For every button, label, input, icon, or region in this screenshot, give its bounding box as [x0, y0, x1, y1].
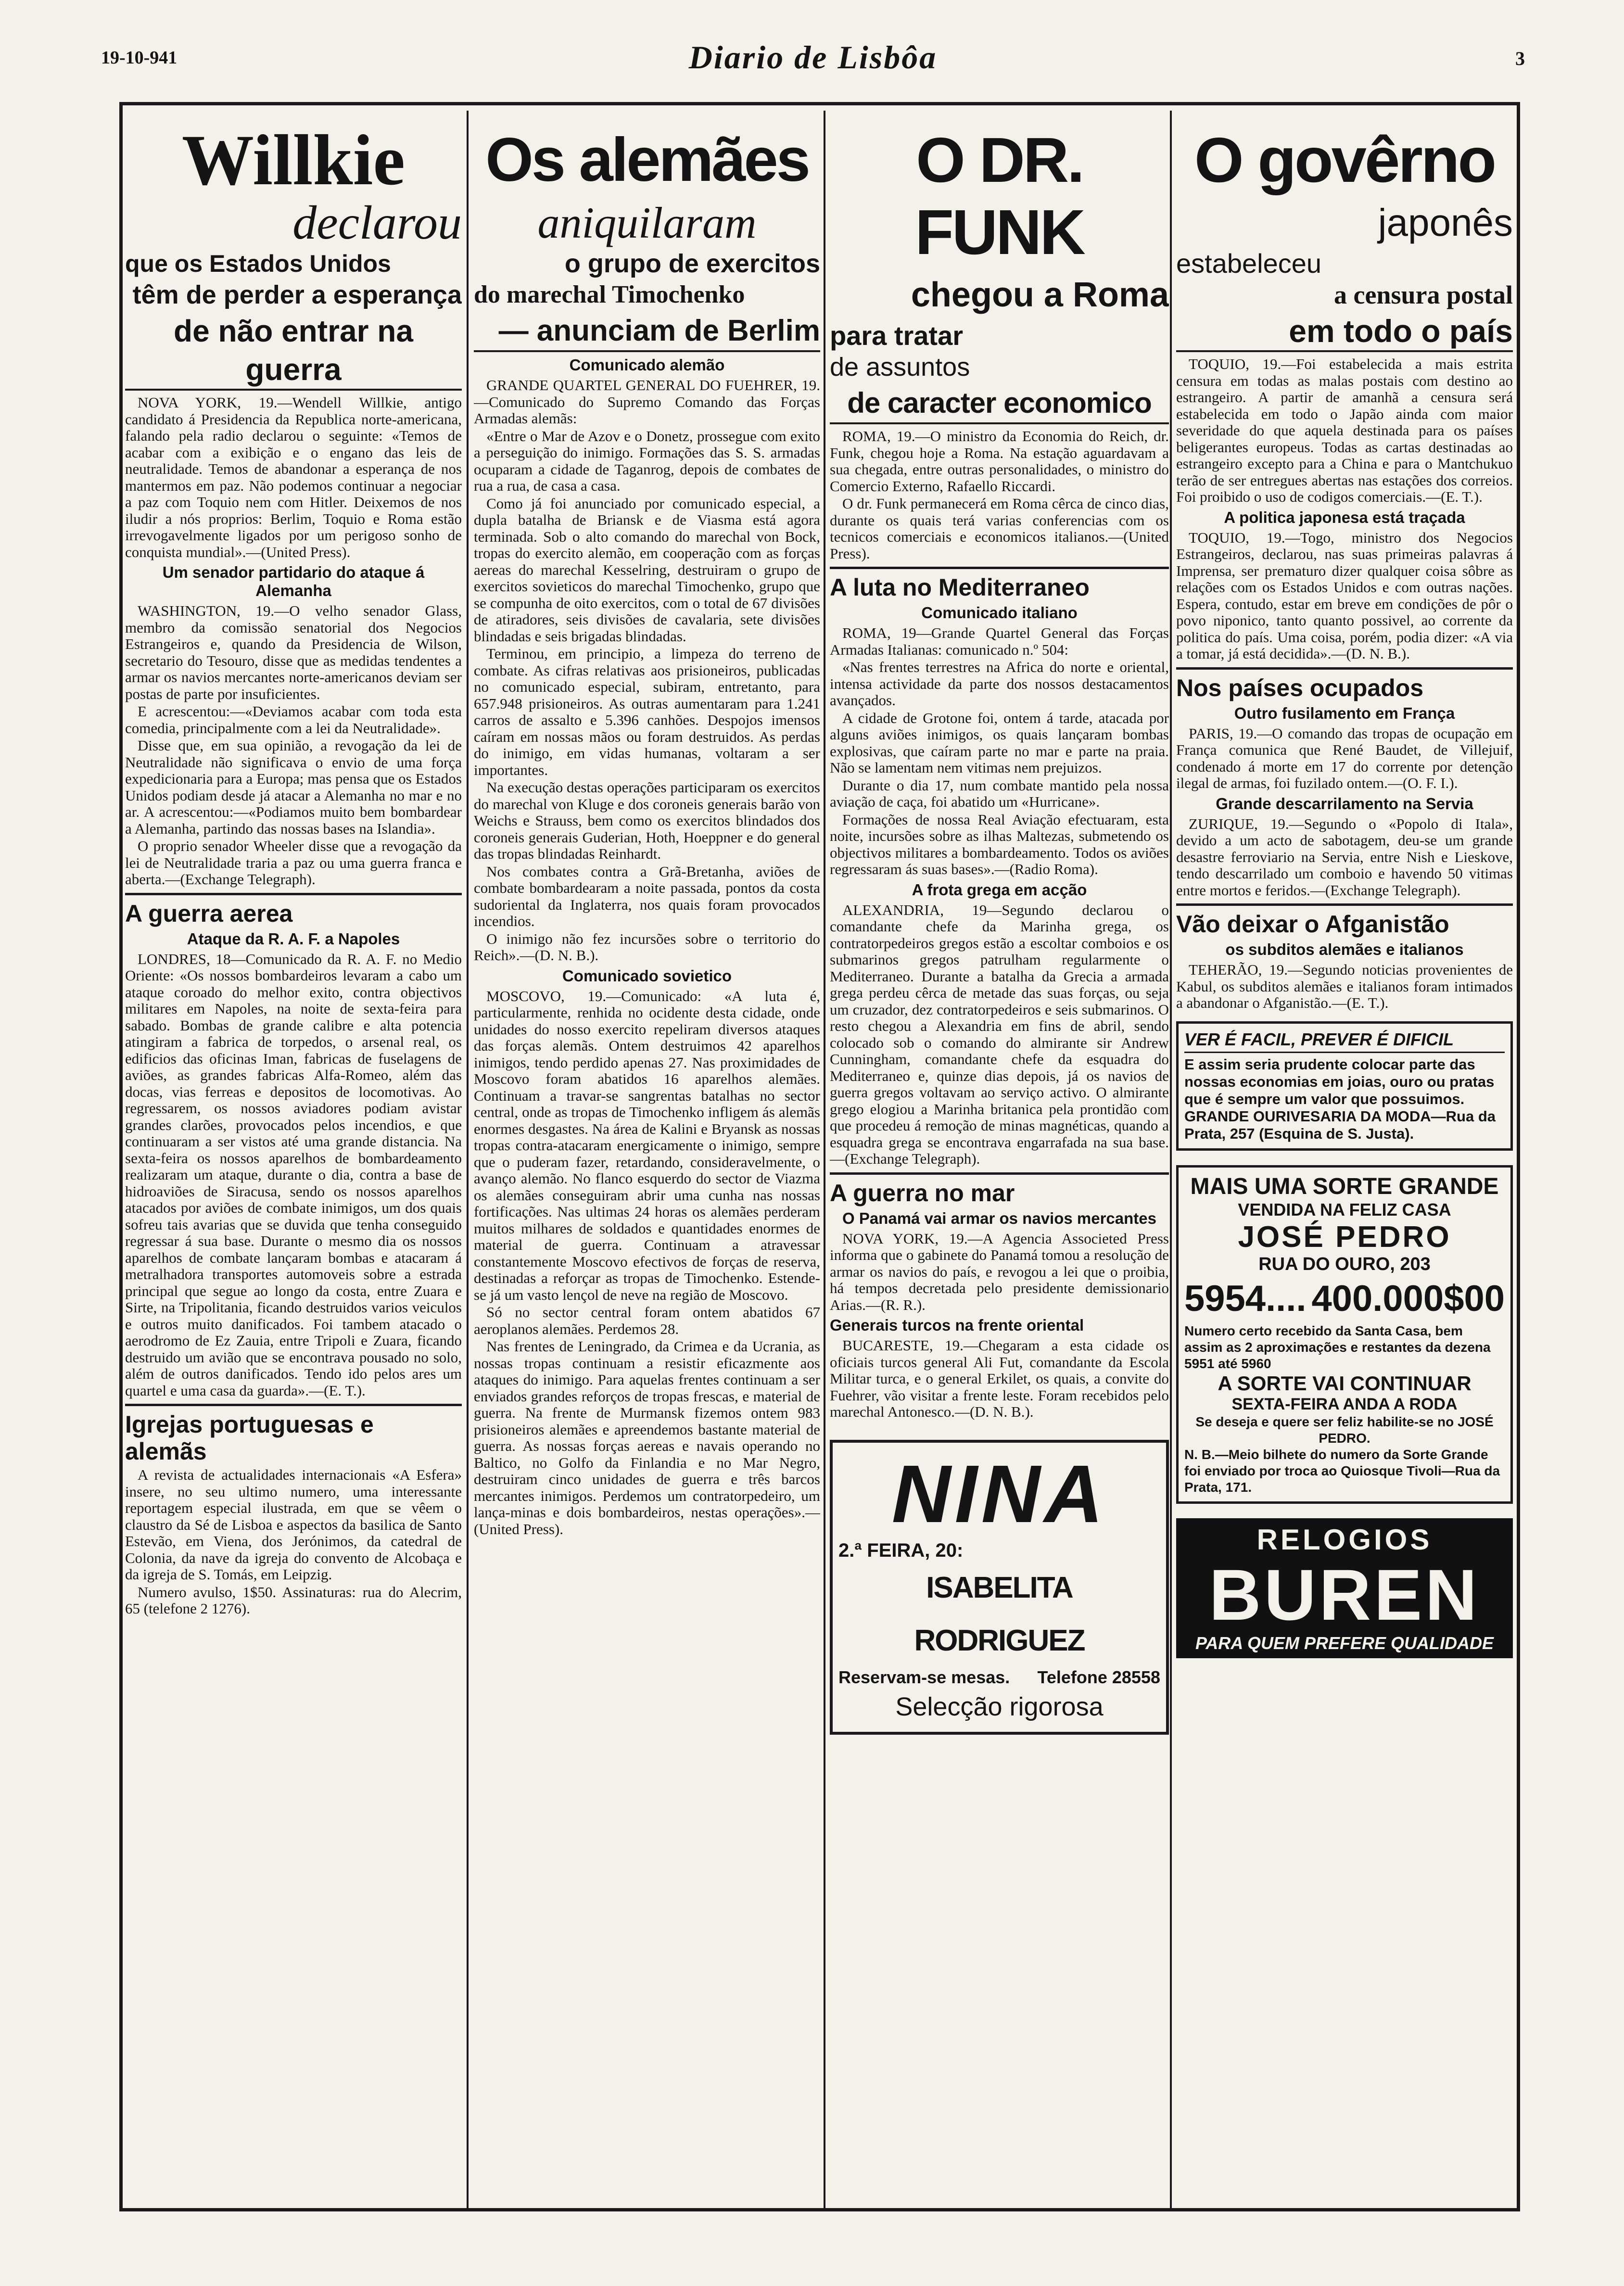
article-paragraph: Como já foi anunciado por comunicado especial, a dupla batalha de Briansk e de Viasma está agora terminada. Sob o alto comando do marechal von Bock, tropas do exercito alemão, em cooperação com as forças aereas do marechal Kesselring, destruiram o grupo de exercitos sovieticos do marechal Timochenko, grupo que se compunha de oito exercitos, com o total de 67 divisões de atiradores, seis divisões de cavalaria, sete divisões blindadas e seis brigadas blindadas. — [474, 495, 820, 645]
headline-line: Os alemães — [485, 126, 809, 194]
ad-nina-day: 2.ª FEIRA, 20: — [838, 1539, 964, 1561]
ad-lottery-line: MAIS UMA SORTE GRANDE — [1190, 1173, 1499, 1199]
section-heading: A guerra aerea — [125, 893, 462, 927]
article-paragraph: Durante o dia 17, num combate mantido pela nossa aviação de caça, foi abatido um «Hurricane». — [830, 776, 1169, 810]
ad-lottery-line: VENDIDA NA FELIZ CASA — [1238, 1199, 1451, 1219]
masthead — [101, 39, 1525, 76]
subheading: A frota grega em acção — [912, 880, 1087, 899]
jewelry-advertisement — [1176, 1021, 1513, 1151]
ad-buren-line: PARA QUEM PREFERE QUALIDADE — [1195, 1633, 1494, 1653]
article-paragraph: LONDRES, 18—Comunicado da R. A. F. no Medio Oriente: «Os nossos bombardeiros levaram a cabo um ataque coroado do melhor exito, contra objectivos militares em Napoles, na noite de sexta-feira para sabado. Bombas de grande calibre e alta potencia atingiram a fabrica de torpedos, o arsenal real, os edificios das oficinas Iman, fabricas de fuselagens de aviões, as grandes fabricas Alfa-Romeo, além das docas, vias ferreas e depositos de locomotivas. Ao regressarem, os nossos aviadores podiam avistar grandes clarões, provocados pelos incendios, e que continuaram a ser vistos até uma grande distancia. Na sexta-feira os nossos aparelhos de bombardeamento realizaram um ataque, durante o dia, contra a base de hidroaviões de Siracusa, sendo os nossos aparelhos atacados por aviões de combate inimigos, um dos quais sofreu tais avarias que se duvida que tenha conseguido regressar á sua base. Durante o mesmo dia os nossos aparelhos de combate lançaram bombas e atacaram á metralhadora transportes automoveis sobre a estrada principal que segue ao longo da costa, entre Zuara e Sirte, na Tripolitania, ficando destruidos varios veiculos e outros muito danificados. Foi tambem atacado o aerodromo de Ez Zauia, entre Tripoli e Zuara, ficando destruido um avião que se encontrava pousado no solo, além de outros danificados. Tendo ido pelos ares um quartel e uma casa da guarda».—(E. T.). — [125, 950, 462, 1399]
ad-lottery-line: SEXTA-FEIRA ANDA A RODA — [1231, 1395, 1458, 1413]
ad-lottery-prize — [1184, 1275, 1505, 1323]
article-paragraph: Disse que, em sua opinião, a revogação da lei de Neutralidade não significava o envio de uma força expedicionaria para a Europa; mas pensa que os Estados Unidos podiam desde já atacar a Alemanha no mar e no ar. A acrescentou:—«Podiamos muito bem bombardear a Alemanha, partindo das nossas bases na Islandia». — [125, 737, 462, 837]
subheading: A politica japonesa está traçada — [1224, 508, 1465, 526]
subheading: Um senador partidario do ataque á Alemanha — [162, 563, 425, 599]
ad-nina-name: NINA — [891, 1448, 1107, 1540]
article-paragraph: Nas frentes de Leningrado, da Crimea e da Ucrania, as nossas tropas continuam a resistir eficazmente aos ataques do inimigo. Para aquelas frentes continuam a ser enviados grandes reforços de tropas frescas, e material de guerra. Na frente de Murmansk fizemos ontem 983 prisioneiros alemães e apreendemos bastante material de guerra. As nossas forças aereas e navais operando no Baltico, no Golfo da Finlandia e no Mar Negro, destruiram cinco unidades de guerra e três barcos mercantes inimigos. Perdemos um contratorpedeiro, um lança-minas e dois bombardeiros, nestas operações».—(United Press). — [474, 1338, 820, 1537]
subheading: O Panamá vai armar os navios mercantes — [842, 1209, 1156, 1227]
article-paragraph: WASHINGTON, 19.—O velho senador Glass, membro da comissão senatorial dos Negocios Estrangeiros e, quando da Presidencia de Wilson, secretario do Tesouro, disse que as medidas tendentes a armar os navios mercantes norte-americanos deviam ser postas de parte por insuficientes. — [125, 602, 462, 702]
article-paragraph: Formações de nossa Real Aviação efectuaram, esta noite, incursões sobre as ilhas Maltezas, submetendo os objectivos militares a bombardeamento. Todos os aviões regressaram ás suas bases».—(Radio Roma). — [830, 811, 1169, 877]
subheading: Generais turcos na frente oriental — [830, 1316, 1084, 1334]
ad-jewelry-body: E assim seria prudente colocar parte das nossas economias em joias, ouro ou pratas que é sempre um valor que possuimos. — [1184, 1055, 1495, 1107]
newspaper-title: Diario de Lisbôa — [688, 39, 938, 76]
headline-funk — [830, 124, 1169, 424]
ad-lottery-amount: 400.000$00 — [1311, 1278, 1505, 1319]
article-paragraph: «Entre o Mar de Azov e o Donetz, prossegue com exito a perseguição do inimigo. Formações das S. S. armadas ocuparam a cidade de Taganrog, depois de combates de rua a rua, de casa a casa. — [474, 427, 820, 494]
subheading: Comunicado alemão — [569, 356, 725, 374]
buren-advertisement — [1176, 1518, 1513, 1658]
headline-line: o grupo de exercitos — [564, 249, 820, 278]
article-paragraph: O proprio senador Wheeler disse que a revogação da lei de Neutralidade traria a paz ou uma guerra franca e aberta.—(Exchange Telegraph). — [125, 838, 462, 888]
headline-line: estabeleceu — [1176, 248, 1322, 279]
lottery-advertisement — [1176, 1165, 1513, 1504]
ad-lottery-line: Se deseja e quere ser feliz habilite-se no JOSÉ PEDRO. — [1195, 1414, 1494, 1446]
subheading: Comunicado italiano — [921, 604, 1078, 622]
headline-line: aniquilaram — [537, 198, 757, 247]
column-rule — [467, 111, 469, 2210]
ad-lottery-address: RUA DO OURO, 203 — [1258, 1254, 1431, 1274]
section-heading: Nos países ocupados — [1176, 667, 1513, 701]
article-paragraph: ALEXANDRIA, 19—Segundo declarou o comandante chefe da Marinha grega, os contratorpedeiros gregos estão a escoltar comboios e os submarinos gregos patrulham regularmente o Mediterraneo. Durante a batalha da Grecia a armada grega perdeu cêrca de metade das suas forças, ou seja um cruzador, dez contratorpedeiros e seis submarinos. O resto chegou a Alexandria em fins de abril, sendo colocado sob o comando do almirante sir Andrew Cunningham, comandante chefe da esquadra do Mediterraneo e, quinze dias depois, já os navios de guerra gregos voltavam ao serviço activo. O almirante grego elogiou a Marinha britanica pela prontidão com que procedeu á remoção de minas magnéticas, quando a esquadra grega se encontrava engarrafada na sua base.—(Exchange Telegraph). — [830, 901, 1169, 1167]
ad-lottery-number: 5954.... — [1184, 1278, 1307, 1319]
headline-line: O govêrno — [1194, 125, 1495, 195]
ad-buren-line: RELOGIOS — [1256, 1523, 1433, 1556]
headline-line: chegou a Roma — [911, 276, 1169, 314]
headline-line: japonês — [1378, 201, 1513, 244]
column-funk — [830, 124, 1169, 2205]
column-alemaes — [474, 124, 820, 2205]
article-paragraph: E acrescentou:—«Deviamos acabar com toda esta comedia, principalmente com a lei da Neutralidade». — [125, 703, 462, 737]
column-rule — [1170, 111, 1172, 2210]
headline-governo — [1176, 124, 1513, 352]
article-paragraph: A revista de actualidades internacionais «A Esfera» insere, no seu ultimo numero, uma interessante reportagem especial ilustrada, em que se vêem o claustro da Sé de Lisboa e aspectos da basilica de Santo Estevão, em Viena, dos Jerónimos, da catedral de Colonia, da nave da igreja do convento de Alcobaça e da igreja de S. Tomás, em Leipzig. — [125, 1466, 462, 1583]
article-paragraph: ZURIQUE, 19.—Segundo o «Popolo di Itala», devido a um acto de sabotagem, deu-se um grande desastre ferroviario na Servia, entre Nish e Lieskove, tendo descarrilado um comboio e havendo 50 vitimas entre mortos e feridos.—(Exchange Telegraph). — [1176, 815, 1513, 899]
column-governo — [1176, 124, 1513, 2205]
headline-line: de não entrar na guerra — [125, 312, 462, 391]
ad-nina-artist: ISABELITA RODRIGUEZ — [914, 1571, 1085, 1657]
headline-line: declarou — [292, 196, 462, 249]
headline-line: em todo o país — [1176, 312, 1513, 352]
section-heading: A luta no Mediterraneo — [830, 567, 1169, 601]
article-paragraph: Na execução destas operações participaram os exercitos do marechal von Kluge e dos coroneis generais barão von Weichs e Strauss, bem como os exercitos blindados dos coroneis generais Guderian, Hoth, Hoeppner e do general das tropas blindadas Reinhardt. — [474, 779, 820, 862]
headline-willkie — [125, 124, 462, 391]
ad-lottery-shop: JOSÉ PEDRO — [1238, 1220, 1451, 1254]
headline-line: — anunciam de Berlim — [474, 312, 820, 352]
article-paragraph: TEHERÃO, 19.—Segundo noticias provenientes de Kabul, os subditos alemães e italianos foram intimados a abandonar o Afganistão.—(E. T.). — [1176, 961, 1513, 1011]
ad-lottery-line: N. B.—Meio bilhete do numero da Sorte Grande foi enviado por troca ao Quiosque Tivoli—Rua da Prata, 171. — [1184, 1447, 1500, 1495]
ad-lottery-line: A SORTE VAI CONTINUAR — [1218, 1372, 1472, 1395]
article-paragraph: ROMA, 19—Grande Quartel General das Forças Armadas Italianas: comunicado n.º 504: — [830, 624, 1169, 658]
headline-line: de assuntos — [830, 353, 970, 381]
issue-date: 19-10-941 — [101, 48, 178, 68]
article-paragraph: O dr. Funk permanecerá em Roma cêrca de cinco dias, durante os quais terá varias conferencias com os tecnicos comerciais e economicos italianos.—(United Press). — [830, 495, 1169, 562]
nina-advertisement — [830, 1440, 1169, 1735]
column-rule — [824, 111, 825, 2210]
article-paragraph: NOVA YORK, 19.—Wendell Willkie, antigo candidato á Presidencia da Republica norte-americana, falando pela radio declarou o seguinte: «Temos de acabar com a exibição e o engano das leis de neutralidade. Temos de abandonar a esperança de nos mantermos em paz. Não podemos continuar a negociar a paz com Toquio nem com Hitler. Deixemos de nos iludir a nós proprios: Berlim, Toquio e Roma estão irrevogavelmente ligados por um perigoso sonho de conquista mundial».—(United Press). — [125, 394, 462, 560]
article-paragraph: ROMA, 19.—O ministro da Economia do Reich, dr. Funk, chegou hoje a Roma. Na estação aguardavam a sua chegada, entre outras personalidades, o ministro do Comercio Externo, Rafaello Riccardi. — [830, 428, 1169, 495]
headline-line: do marechal Timochenko — [474, 281, 745, 308]
article-paragraph: TOQUIO, 19.—Togo, ministro dos Negocios Estrangeiros, declarou, nas suas primeiras palavras á Imprensa, ser prematuro dizer qualquer coisa sôbre as relações com os Estados Unidos e com outras nações. Espera, contudo, estar em breve em condições de pôr o povo niponico, tanto quanto possivel, ao corrente da politica do país. Uma coisa, porém, podia dizer: «A via a tomar, já está decidida».—(D. N. B.). — [1176, 529, 1513, 662]
article-paragraph: GRANDE QUARTEL GENERAL DO FUEHRER, 19.—Comunicado do Supremo Comando das Forças Armadas alemãs: — [474, 377, 820, 427]
section-heading: Vão deixar o Afganistão — [1176, 903, 1513, 938]
subheading: Ataque da R. A. F. a Napoles — [187, 929, 400, 948]
article-paragraph: Só no sector central foram ontem abatidos 67 aeroplanos alemães. Perdemos 28. — [474, 1304, 820, 1337]
article-paragraph: Numero avulso, 1$50. Assinaturas: rua do Alecrim, 65 (telefone 2 1276). — [125, 1583, 462, 1617]
headline-line: a censura postal — [1333, 280, 1513, 309]
subheading: os subditos alemães e italianos — [1225, 940, 1464, 958]
ad-nina-tagline: Selecção rigorosa — [895, 1692, 1104, 1721]
article-paragraph: «Nas frentes terrestres na Africa do norte e oriental, intensa actividade da parte dos nossos destacamentos avançados. — [830, 659, 1169, 709]
section-heading: A guerra no mar — [830, 1172, 1169, 1206]
headline-alemaes — [474, 124, 820, 352]
subheading: Outro fusilamento em França — [1234, 704, 1455, 722]
article-paragraph: Nos combates contra a Grã-Bretanha, aviões de combate bombardearam a noite passada, pontos da costa sudoriental da Inglaterra, nos quais foram provocados incendios. — [474, 863, 820, 929]
article-paragraph: O inimigo não fez incursões sobre o territorio do Reich».—(D. N. B.). — [474, 930, 820, 964]
headline-line: para tratar — [830, 320, 964, 351]
article-paragraph: BUCARESTE, 19.—Chegaram a esta cidade os oficiais turcos general Ali Fut, comandante da Escola Militar turca, e o general Erkilet, os quais, a convite do Fuehrer, vão visitar a frente leste. Foram recebidos pelo marechal Antonesco.—(D. N. B.). — [830, 1337, 1169, 1420]
section-heading: Igrejas portuguesas e alemãs — [125, 1404, 462, 1465]
article-paragraph: A cidade de Grotone foi, ontem á tarde, atacada por alguns aviões inimigos, os quais lançaram bombas explosivas, que caíram parte no mar e parte na praia. Não se lamentam nem vitimas nem prejuizos. — [830, 709, 1169, 776]
page-number: 3 — [1515, 48, 1525, 69]
ad-nina-reservation — [838, 1667, 1160, 1688]
ad-nina-phone: Telefone 28558 — [1037, 1667, 1160, 1687]
column-willkie — [125, 124, 462, 2205]
subheading: Grande descarrilamento na Servia — [1216, 794, 1473, 813]
ad-lottery-line: Numero certo recebido da Santa Casa, bem assim as 2 aproximações e restantes da dezena 5951 até 5960 — [1184, 1323, 1491, 1371]
ad-jewelry-title: VER É FACIL, PREVER É DIFICIL — [1184, 1029, 1505, 1053]
article-paragraph: PARIS, 19.—O comando das tropas de ocupação em França comunica que René Baudet, de Villejuif, condenado á morte em 17 do corrente por detenção ilegal de armas, foi fuzilado ontem.—(O. F. I.). — [1176, 724, 1513, 791]
ad-nina-reserve: Reservam-se mesas. — [838, 1667, 1010, 1687]
headline-line: que os Estados Unidos — [125, 250, 391, 277]
headline-line: Willkie — [182, 124, 405, 200]
article-paragraph: TOQUIO, 19.—Foi estabelecida a mais estrita censura em todas as malas postais com destino ao estrangeiro. A partir de amanhã a censura será estabelecida em todo o Japão ainda com maior severidade do que aquela destinada para os países beligerantes europeus. Todas as cartas destinadas ao estrangeiro excepto para a China e para o Mantchukuo terão de ser entregues abertas nas estações dos correios. Foi proibido o uso de codigos comerciais.—(E. T.). — [1176, 356, 1513, 505]
article-paragraph: Terminou, em principio, a limpeza do terreno de combate. As cifras relativas aos prisioneiros, publicadas no comunicado especial, subiram, entretanto, para 657.948 prisioneiros. As outras aumentaram para 1.241 carros de assalto e 5.396 canhões. Despojos imensos caíram em nossas mãos ou foram destruidos. As perdas do inimigo, em vidas humanas, voltaram a ser importantes. — [474, 645, 820, 778]
subheading: Comunicado sovietico — [562, 966, 732, 985]
headline-line: de caracter economico — [830, 384, 1169, 424]
headline-line: O DR. FUNK — [915, 125, 1084, 267]
ad-buren-brand: BUREN — [1209, 1554, 1480, 1635]
article-paragraph: NOVA YORK, 19.—A Agencia Associeted Press informa que o gabinete do Panamá tomou a resolução de armar os navios do país, e revogou a lei que o proibia, há tempos decretada pelo presidente demissionario Arias.—(R. R.). — [830, 1230, 1169, 1313]
ad-jewelry-shop: GRANDE OURIVESARIA DA MODA—Rua da Prata, 257 (Esquina de S. Justa). — [1184, 1107, 1496, 1142]
headline-line: têm de perder a esperança — [132, 280, 462, 309]
article-paragraph: MOSCOVO, 19.—Comunicado: «A luta é, particularmente, renhida no ocidente desta cidade, onde unidades do nosso exercito repeliram diversos ataques das forças alemãs. Ontem destruimos 42 aparelhos inimigos, tendo perdido apenas 27. Nas proximidades de Moscovo foram abatidos 16 aparelhos alemães. Continuam a travar-se sangrentas batalhas no sector central, onde as tropas de Timochenko infligem ás alemãs enormes desgastes. Na área de Kalini e Bryansk as nossas tropas contra-atacaram energicamente o inimigo, sempre que o puderam fazer, retardando, consideravelmente, o avanço alemão. No flanco esquerdo do sector de Viazma os alemães conseguiram abrir uma cunha nas nossas fortificações. Nas ultimas 24 horas os alemães perderam muitos milhares de soldados e quantidades enormes de material de guerra. Continuam a atravessar constantemente Moscovo efectivos de forças de reserva, destinadas a reforçar as tropas de Timochenko. Estende-se já um vasto lençol de neve na região de Moscovo. — [474, 987, 820, 1303]
